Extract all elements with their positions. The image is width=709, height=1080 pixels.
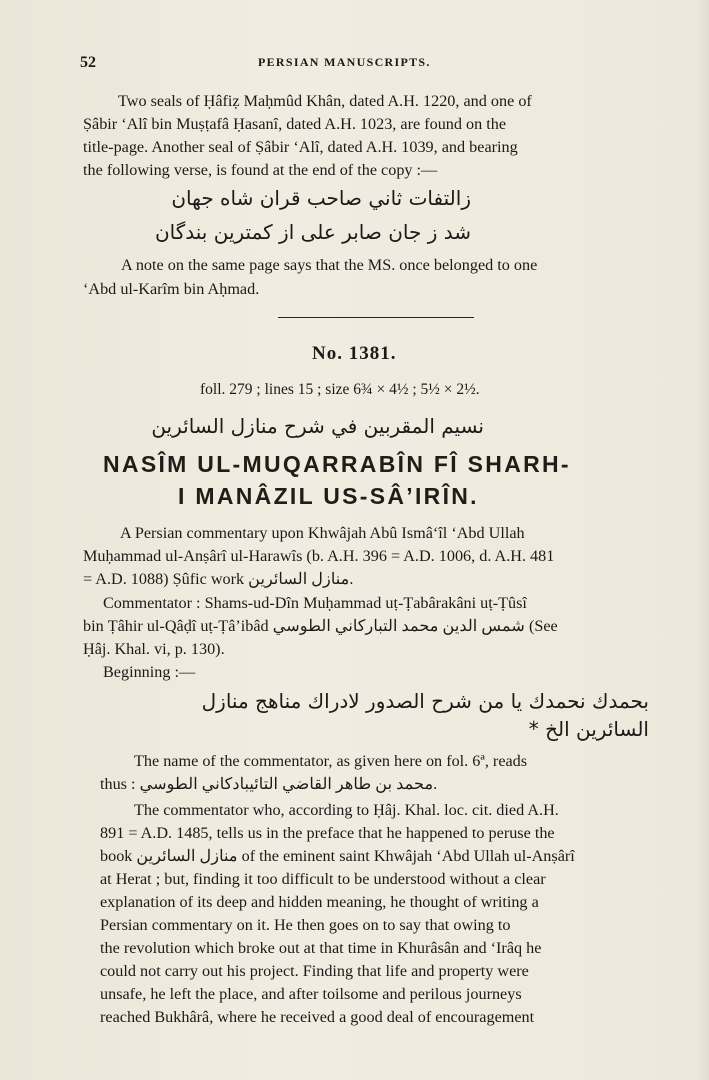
page-header [0,50,709,72]
verse-line-2: شد ز جان صابر علی از کمترین بندگان [154,220,471,244]
body-line-1: The commentator who, according to Ḥâj. Khal. loc. cit. died A.H. [134,801,559,819]
note-line-1: A note on the same page says that the MS. once belonged to one [121,256,538,274]
size-line: foll. 279 ; lines 15 ; size 6¾ × 4½ ; 5½ × 2½. [200,381,480,398]
verse-line-1: زالتفات ثاني صاحب قران شاه جهان [171,186,471,210]
beginning-arabic-line-2: السائرين الخ * [528,717,649,741]
description-line-3: = A.D. 1088) Ṣûfic work منازل السائرين. [83,570,354,588]
commentator-line-1: Commentator : Shams-ud-Dîn Muḥammad uṭ-Ṭabârakâni uṭ-Ṭûsî [103,594,527,612]
beginning-label: Beginning :— [103,663,196,681]
name-para-line-1: The name of the commentator, as given here on fol. 6ª, reads [134,752,528,770]
note-line-2: ‘Abd ul-Karîm bin Aḥmad. [83,280,260,298]
entry-number: No. 1381. [312,343,397,364]
running-title: PERSIAN MANUSCRIPTS. [258,55,431,69]
body-line-10: reached Bukhârâ, where he received a good deal of encouragement [100,1008,535,1026]
commentator-line-2: bin Ṭâhir ul-Qâḍî uṭ-Ṭâ’ibâd شمس الدين محمد التباركاني الطوسي (See [83,617,558,635]
intro-line-3: title-page. Another seal of Ṣâbir ‘Alî, dated A.H. 1039, and bearing [83,138,518,156]
body-line-3: book منازل السائرين of the eminent saint Khwâjah ‘Abd Ullah ul-Anṣârî [100,847,575,865]
title-english-line-2: I MANÂZIL US-SÂ’IRÎN. [178,483,479,509]
section-divider [278,317,474,318]
intro-line-1: Two seals of Ḥâfiẓ Maḥmûd Khân, dated A.H. 1220, and one of [118,92,532,110]
title-english-line-1: NASÎM UL-MUQARRABÎN FÎ SHARH- [103,451,571,477]
name-para-line-2: thus : محمد بن طاهر القاضي التائيبادكاني الطوسي. [100,775,438,793]
commentator-line-3: Ḥâj. Khal. vi, p. 130). [83,640,225,658]
page-number: 52 [80,54,96,71]
description-line-1: A Persian commentary upon Khwâjah Abû Ismâ‘îl ‘Abd Ullah [120,524,525,542]
description-line-2: Muḥammad ul-Anṣârî ul-Harawîs (b. A.H. 396 = A.D. 1006, d. A.H. 481 [83,547,555,565]
body-line-4: at Herat ; but, finding it too difficult to be understood without a clear [100,870,546,888]
page-edge-shadow [695,0,709,1080]
intro-line-2: Ṣâbir ‘Alî bin Muṣṭafâ Ḥasanî, dated A.H. 1023, are found on the [83,115,507,133]
body-line-5: explanation of its deep and hidden meaning, he thought of writing a [100,893,539,911]
body-line-2: 891 = A.D. 1485, tells us in the preface that he happened to peruse the [100,824,555,842]
body-line-8: could not carry out his project. Finding that life and property were [100,962,529,980]
beginning-arabic-line-1: بحمدك نحمدك يا من شرح الصدور لادراك مناهج منازل [201,689,649,713]
title-arabic: نسيم المقربين في شرح منازل السائرين [151,414,484,438]
body-line-6: Persian commentary on it. He then goes on to say that owing to [100,916,511,934]
body-line-9: unsafe, he left the place, and after toilsome and perilous journeys [100,985,522,1003]
body-line-7: the revolution which broke out at that time in Khurâsân and ‘Irâq he [100,939,542,957]
intro-line-4: the following verse, is found at the end of the copy :— [83,161,438,179]
